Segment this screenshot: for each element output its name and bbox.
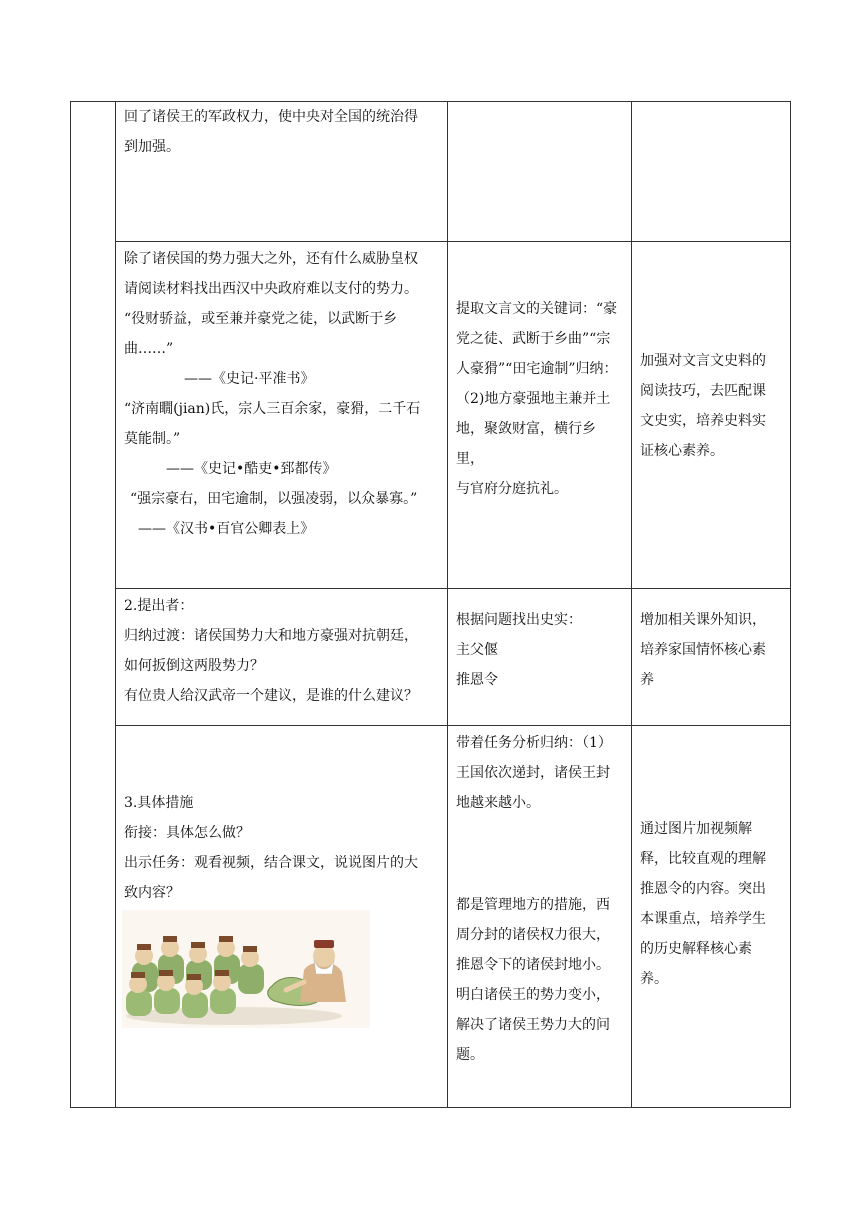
quote-line: 莫能制。” xyxy=(124,431,181,447)
text-line: 地越来越小。 xyxy=(456,795,540,811)
teacher-activity-cell xyxy=(116,242,448,589)
text-line: 主父偃 xyxy=(456,642,498,658)
text-line: 的历史解释核心素 xyxy=(640,941,752,957)
text-line: 培养家国情怀核心素 xyxy=(640,642,766,658)
table-row xyxy=(71,589,791,726)
text-line: 2.提出者： xyxy=(124,598,194,614)
text-line: 养。 xyxy=(640,971,668,987)
text-line: 党之徒、武断于乡曲”“宗 xyxy=(456,331,611,347)
text-line: 养 xyxy=(640,672,654,688)
text-line: 提取文言文的关键词：“豪 xyxy=(456,301,618,317)
table-row xyxy=(71,102,791,242)
text-line: 释，比较直观的理解 xyxy=(640,851,766,867)
design-intent-cell xyxy=(632,726,791,1108)
stage-column-cell xyxy=(71,102,116,1108)
teacher-activity-cell xyxy=(116,589,448,726)
text-line: 推恩令的内容。突出 xyxy=(640,881,766,897)
text-line: 周分封的诸侯权力很大， xyxy=(456,927,610,943)
student-activity-cell xyxy=(448,726,632,1108)
table-row xyxy=(71,242,791,589)
teacher-activity-cell xyxy=(116,102,448,242)
text-line: 题。 xyxy=(456,1047,484,1063)
student-activity-cell xyxy=(448,589,632,726)
text-line: 解决了诸侯王势力大的问 xyxy=(456,1017,610,1033)
text-line: 有位贵人给汉武帝一个建议，是谁的什么建议？ xyxy=(124,688,418,704)
text-line: 3.具体措施 xyxy=(124,795,194,811)
quote-line: “强宗豪右，田宅逾制，以强凌弱，以众暴寡。” xyxy=(130,491,418,507)
text-line: 文史实，培养史料实 xyxy=(640,413,766,429)
text-line: 明白诸侯王的势力变小， xyxy=(456,987,610,1003)
text-line: 本课重点，培养学生 xyxy=(640,911,766,927)
spacer xyxy=(456,818,623,890)
text-line: 与官府分庭抗礼。 xyxy=(456,481,568,497)
student-activity-cell xyxy=(448,242,632,589)
text-line: 带着任务分析归纳：（1） xyxy=(456,735,612,751)
text-line: 到加强。 xyxy=(124,139,180,155)
text-line: 出示任务：观看视频，结合课文，说说图片的大 xyxy=(124,855,418,871)
text-line: 请阅读材料找出西汉中央政府难以支付的势力。 xyxy=(124,281,418,297)
text-line: 王国依次递封，诸侯王封 xyxy=(456,765,610,781)
text-line: 如何扳倒这两股势力？ xyxy=(124,658,264,674)
text-line: 回了诸侯王的军政权力，使中央对全国的统治得 xyxy=(124,109,418,125)
quote-line: “役财骄益，或至兼并豪党之徒，以武断于乡 xyxy=(124,311,398,327)
design-intent-cell xyxy=(632,589,791,726)
text-line: 证核心素养。 xyxy=(640,443,724,459)
text-line: 都是管理地方的措施，西 xyxy=(456,897,610,913)
lesson-plan-table xyxy=(70,101,791,1108)
quote-line: “济南瞯(jian)氏，宗人三百余家，豪猾，二千石 xyxy=(124,401,421,417)
text-line: 地，聚敛财富，横行乡里， xyxy=(456,421,596,467)
text-line: 归纳过渡：诸侯国势力大和地方豪强对抗朝廷， xyxy=(124,628,418,644)
text-line: 除了诸侯国的势力强大之外，还有什么威胁皇权 xyxy=(124,251,418,267)
text-line: 根据问题找出史实： xyxy=(456,612,582,628)
teacher-activity-cell xyxy=(116,726,448,1108)
text-line: 衔接：具体怎么做？ xyxy=(124,825,250,841)
text-line: 人豪猾”“田宅逾制”归纳： xyxy=(456,361,618,377)
student-activity-cell xyxy=(448,102,632,242)
tuien-illustration xyxy=(122,910,370,1028)
text-line: 加强对文言文史料的 xyxy=(640,353,766,369)
text-line: 增加相关课外知识， xyxy=(640,612,766,628)
text-line: 推恩令下的诸侯封地小。 xyxy=(456,957,610,973)
quote-source: ——《史记•酷吏•郅都传》 xyxy=(166,461,337,477)
text-line: （2)地方豪强地主兼并土 xyxy=(456,391,611,407)
text-line: 阅读技巧，去匹配课 xyxy=(640,383,766,399)
table-row xyxy=(71,726,791,1108)
design-intent-cell xyxy=(632,102,791,242)
quote-source: ——《汉书•百官公卿表上》 xyxy=(138,521,315,537)
quote-line: 曲……” xyxy=(124,341,174,357)
text-line: 推恩令 xyxy=(456,672,498,688)
text-line: 通过图片加视频解 xyxy=(640,821,752,837)
quote-source: ——《史记·平准书》 xyxy=(184,371,315,387)
design-intent-cell xyxy=(632,242,791,589)
text-line: 致内容？ xyxy=(124,885,180,901)
